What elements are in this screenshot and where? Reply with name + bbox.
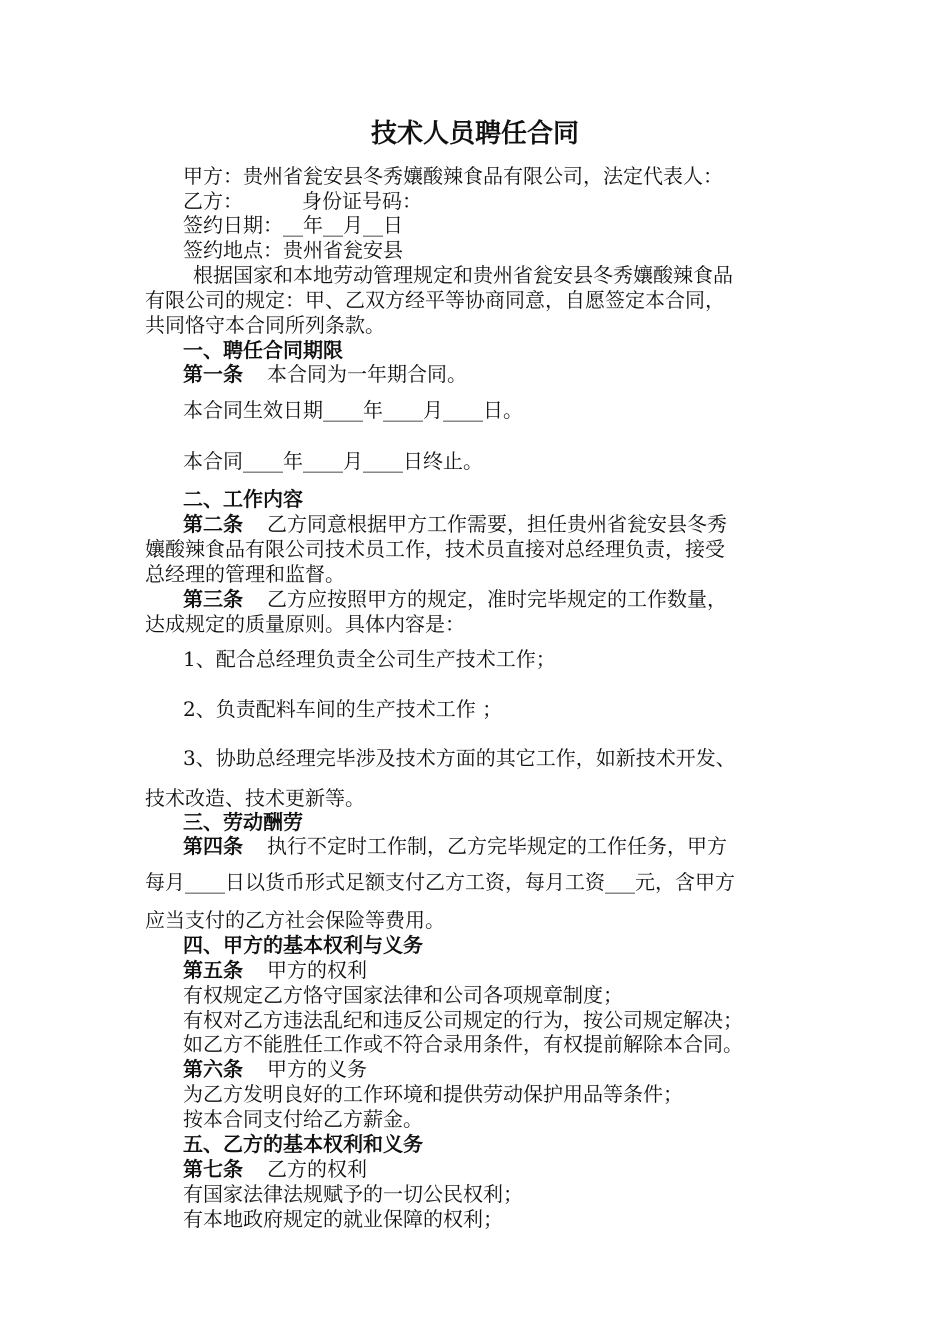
section-5-heading: 五、乙方的基本权利和义务 [183,1132,423,1156]
article-text: 乙方同意根据甲方工作需要，担任贵州省瓮安县冬秀 [267,512,727,536]
party-a-line: 甲方：贵州省瓮安县冬秀孃酸辣食品有限公司，法定代表人： [183,164,723,188]
duty-item-2: 2、负责配料车间的生产技术工作 ； [183,697,503,721]
section-2-heading: 二、工作内容 [183,487,303,511]
article-label: 第五条 [183,958,243,982]
article-3-line-2: 达成规定的质量原则。具体内容是： [145,612,465,636]
article-label: 第七条 [183,1157,243,1181]
document-title: 技术人员聘任合同 [370,119,579,149]
article-text: 乙方应按照甲方的规定，准时完毕规定的工作数量， [267,587,727,611]
duty-item-3: 3、协助总经理完毕涉及技术方面的其它工作，如新技术开发、 [183,746,736,770]
article-2-line-3: 总经理的管理和监督。 [145,562,345,586]
b-right-1: 有国家法律法规赋予的一切公民权利； [183,1182,523,1206]
article-4-line-3: 应当支付的乙方社会保险等费用。 [145,908,445,932]
article-label: 第四条 [183,834,243,858]
article-1 [183,362,467,386]
start-date-line: 本合同生效日期____年____月____日。 [183,398,523,422]
article-text: 执行不定时工作制，乙方完毕规定的工作任务，甲方 [267,834,727,858]
party-b-label: 乙方： [183,189,243,213]
article-text: 甲方的义务 [267,1057,367,1081]
a-duty-1: 为乙方发明良好的工作环境和提供劳动保护用品等条件； [183,1082,683,1106]
preamble-line-1: 根据国家和本地劳动管理规定和贵州省瓮安县冬秀孃酸辣食品 [193,263,733,287]
article-label: 第三条 [183,587,243,611]
article-label: 第六条 [183,1057,243,1081]
article-3-line-1 [183,587,727,611]
a-right-2: 有权对乙方违法乱纪和违反公司规定的行为，按公司规定解决； [183,1008,743,1032]
article-label: 第一条 [183,362,243,386]
article-2-line-1 [183,512,727,536]
article-label: 第二条 [183,512,243,536]
id-number-label: 身份证号码： [302,189,422,213]
article-4-line-2: 每月____日以货币形式足额支付乙方工资，每月工资___元，含甲方 [145,870,735,894]
article-text: 甲方的权利 [267,958,367,982]
article-5 [183,958,367,982]
duty-item-1: 1、配合总经理负责全公司生产技术工作； [183,647,556,671]
section-3-heading: 三、劳动酬劳 [183,810,303,834]
section-4-heading: 四、甲方的基本权利与义务 [183,933,423,957]
preamble-line-3: 共同恪守本合同所列条款。 [145,313,385,337]
end-date-line: 本合同____年____月____日终止。 [183,449,483,473]
sign-place-line: 签约地点：贵州省瓮安县 [183,238,403,262]
b-right-2: 有本地政府规定的就业保障的权利； [183,1207,503,1231]
preamble-line-2: 有限公司的规定：甲、乙双方经平等协商同意，自愿签定本合同， [145,288,725,312]
a-right-3: 如乙方不能胜任工作或不符合录用条件，有权提前解除本合同。 [183,1032,743,1056]
article-6 [183,1057,367,1081]
sign-date-line: 签约日期：__年__月__日 [183,213,403,237]
article-4-line-1 [183,834,727,858]
section-1-heading: 一、聘任合同期限 [183,338,343,362]
article-text: 乙方的权利 [267,1157,367,1181]
duty-item-3-cont: 技术改造、技术更新等。 [145,786,365,810]
article-2-line-2: 孃酸辣食品有限公司技术员工作，技术员直接对总经理负责，接受 [145,537,725,561]
article-7 [183,1157,367,1181]
a-right-1: 有权规定乙方恪守国家法律和公司各项规章制度； [183,983,623,1007]
article-text: 本合同为一年期合同。 [267,362,467,386]
a-duty-2: 按本合同支付给乙方薪金。 [183,1107,423,1131]
